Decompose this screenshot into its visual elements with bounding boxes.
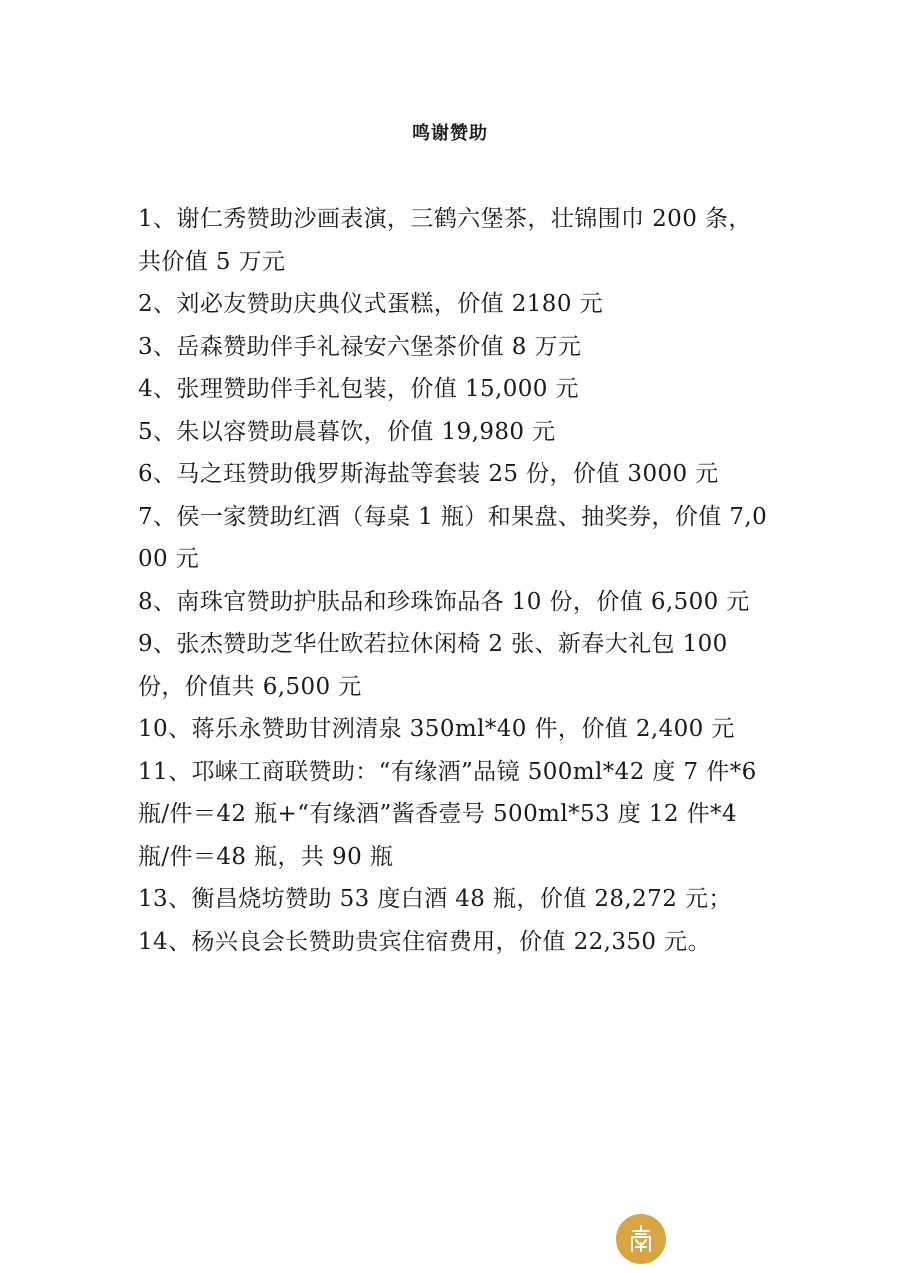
list-item: 11、邛崃工商联赞助：“有缘酒”品镜 500ml*42 度 7 件*6 瓶/件＝42 瓶+“有缘酒”酱香壹号 500ml*53 度 12 件*4 瓶/件＝48 瓶，共 90 瓶 xyxy=(138,758,757,870)
list-item: 8、南珠官赞助护肤品和珍珠饰品各 10 份，价值 6,500 元 xyxy=(138,588,750,615)
seal-logo-icon xyxy=(616,1214,666,1264)
list-item: 3、岳森赞助伴手礼禄安六堡茶价值 8 万元 xyxy=(138,333,582,360)
list-item: 2、刘必友赞助庆典仪式蛋糕，价值 2180 元 xyxy=(138,291,603,317)
list-item: 13、衡昌烧坊赞助 53 度白酒 48 瓶，价值 28,272 元； xyxy=(138,886,732,912)
list-item: 1、谢仁秀赞助沙画表演，三鹤六堡茶，壮锦围巾 200 条，共价值 5 万元 xyxy=(138,206,752,275)
sponsor-list xyxy=(138,198,768,963)
list-item: 4、张理赞助伴手礼包装，价值 15,000 元 xyxy=(138,376,579,402)
list-item: 10、蒋乐永赞助甘洌清泉 350ml*40 件，价值 2,400 元 xyxy=(138,716,735,742)
page-title: 鸣谢赞助 xyxy=(412,123,488,144)
list-item: 6、马之珏赞助俄罗斯海盐等套装 25 份，价值 3000 元 xyxy=(138,461,719,487)
list-item: 9、张杰赞助芝华仕欧若拉休闲椅 2 张、新春大礼包 100 份，价值共 6,500 元 xyxy=(138,631,728,700)
list-item: 14、杨兴良会长赞助贵宾住宿费用，价值 22,350 元。 xyxy=(138,928,711,955)
list-item: 7、侯一家赞助红酒（每桌 1 瓶）和果盘、抽奖券，价值 7,000 元 xyxy=(138,503,768,572)
list-item: 5、朱以容赞助晨暮饮，价值 19,980 元 xyxy=(138,418,556,445)
